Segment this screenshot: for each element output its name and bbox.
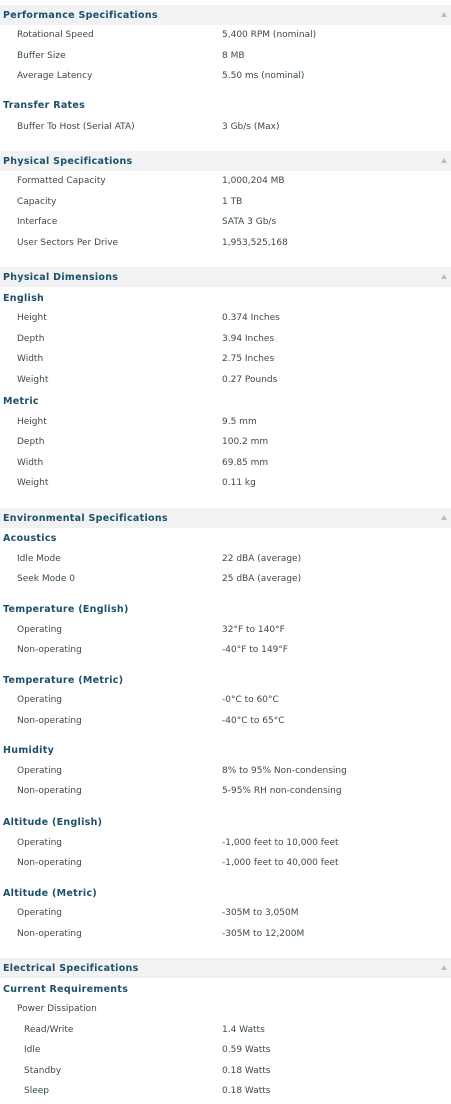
subheading-altitude-metric: Altitude (Metric) <box>3 888 98 899</box>
subheading-english: English <box>3 293 45 304</box>
collapse-arrow-icon[interactable] <box>441 274 447 279</box>
spec-label: Average Latency <box>17 71 93 81</box>
spec-label: Buffer Size <box>17 51 66 61</box>
spec-label: Operating <box>17 625 62 635</box>
section-title: Performance Specifications <box>3 10 158 21</box>
spec-value: 0.59 Watts <box>222 1045 271 1055</box>
spec-value: 9.5 mm <box>222 417 257 427</box>
spec-value: -40°F to 149°F <box>222 645 288 655</box>
spec-label: Rotational Speed <box>17 30 94 40</box>
spec-value: -1,000 feet to 10,000 feet <box>222 838 339 848</box>
spec-value: -1,000 feet to 40,000 feet <box>222 858 339 868</box>
section-header-environmental[interactable] <box>0 508 451 528</box>
section-title: Physical Specifications <box>3 156 133 167</box>
spec-label: Operating <box>17 908 62 918</box>
spec-value: 2.75 Inches <box>222 354 275 364</box>
subheading-metric: Metric <box>3 396 39 407</box>
subheading-altitude-english: Altitude (English) <box>3 817 103 828</box>
collapse-arrow-icon[interactable] <box>441 965 447 970</box>
spec-value: 0.27 Pounds <box>222 375 278 385</box>
spec-value: 8 MB <box>222 51 245 61</box>
spec-value: 8% to 95% Non-condensing <box>222 766 347 776</box>
subheading-transfer-rates: Transfer Rates <box>3 100 86 111</box>
spec-value: 1.4 Watts <box>222 1025 265 1035</box>
spec-label: Weight <box>17 375 49 385</box>
spec-value: 5,400 RPM (nominal) <box>222 30 317 40</box>
spec-value: 32°F to 140°F <box>222 625 285 635</box>
spec-label: Idle Mode <box>17 554 61 564</box>
section-header-physical[interactable] <box>0 151 451 171</box>
subheading-current-requirements: Current Requirements <box>3 984 129 995</box>
subheading-humidity: Humidity <box>3 745 55 756</box>
spec-label: Operating <box>17 695 62 705</box>
spec-label: Depth <box>17 437 45 447</box>
section-title: Electrical Specifications <box>3 963 139 974</box>
subheading-temperature-metric: Temperature (Metric) <box>3 675 124 686</box>
spec-label: Read/Write <box>24 1025 74 1035</box>
spec-value: 1 TB <box>222 197 243 207</box>
spec-value: 100.2 mm <box>222 437 269 447</box>
collapse-arrow-icon[interactable] <box>441 12 447 17</box>
spec-value: 0.18 Watts <box>222 1066 271 1076</box>
spec-label: Depth <box>17 334 45 344</box>
section-title: Physical Dimensions <box>3 272 119 283</box>
spec-label: Operating <box>17 838 62 848</box>
spec-value: -40°C to 65°C <box>222 716 285 726</box>
spec-label: Buffer To Host (Serial ATA) <box>17 122 135 132</box>
section-header-electrical[interactable] <box>0 958 451 978</box>
spec-label: Non-operating <box>17 858 82 868</box>
spec-label: Formatted Capacity <box>17 176 106 186</box>
spec-value: 5.50 ms (nominal) <box>222 71 305 81</box>
spec-label: Capacity <box>17 197 57 207</box>
power-dissipation-label: Power Dissipation <box>17 1004 97 1014</box>
spec-value: 25 dBA (average) <box>222 574 302 584</box>
spec-label: Sleep <box>24 1086 50 1096</box>
subheading-temperature-english: Temperature (English) <box>3 604 129 615</box>
spec-label: Non-operating <box>17 786 82 796</box>
spec-value: -305M to 3,050M <box>222 908 299 918</box>
spec-value: 3 Gb/s (Max) <box>222 122 280 132</box>
spec-value: -0°C to 60°C <box>222 695 279 705</box>
collapse-arrow-icon[interactable] <box>441 515 447 520</box>
spec-value: 69.85 mm <box>222 458 269 468</box>
spec-value: 22 dBA (average) <box>222 554 302 564</box>
spec-label: Non-operating <box>17 716 82 726</box>
spec-value: -305M to 12,200M <box>222 929 305 939</box>
spec-label: Standby <box>24 1066 62 1076</box>
spec-label: Height <box>17 417 47 427</box>
subheading-acoustics: Acoustics <box>3 533 57 544</box>
spec-label: Non-operating <box>17 645 82 655</box>
spec-label: Width <box>17 354 44 364</box>
spec-value: 1,000,204 MB <box>222 176 285 186</box>
spec-label: Interface <box>17 217 58 227</box>
spec-label: Operating <box>17 766 62 776</box>
section-header-performance[interactable] <box>0 5 451 25</box>
spec-label: Width <box>17 458 44 468</box>
section-header-dimensions[interactable] <box>0 267 451 287</box>
spec-label: Height <box>17 313 47 323</box>
spec-label: Non-operating <box>17 929 82 939</box>
spec-value: 1,953,525,168 <box>222 238 288 248</box>
spec-value: 0.11 kg <box>222 478 256 488</box>
spec-value: 0.18 Watts <box>222 1086 271 1096</box>
spec-value: 0.374 Inches <box>222 313 280 323</box>
spec-value: 5-95% RH non-condensing <box>222 786 342 796</box>
spec-label: User Sectors Per Drive <box>17 238 119 248</box>
section-title: Environmental Specifications <box>3 513 168 524</box>
collapse-arrow-icon[interactable] <box>441 158 447 163</box>
spec-value: 3.94 Inches <box>222 334 275 344</box>
spec-label: Weight <box>17 478 49 488</box>
spec-label: Idle <box>24 1045 41 1055</box>
spec-value: SATA 3 Gb/s <box>222 217 277 227</box>
spec-label: Seek Mode 0 <box>17 574 75 584</box>
